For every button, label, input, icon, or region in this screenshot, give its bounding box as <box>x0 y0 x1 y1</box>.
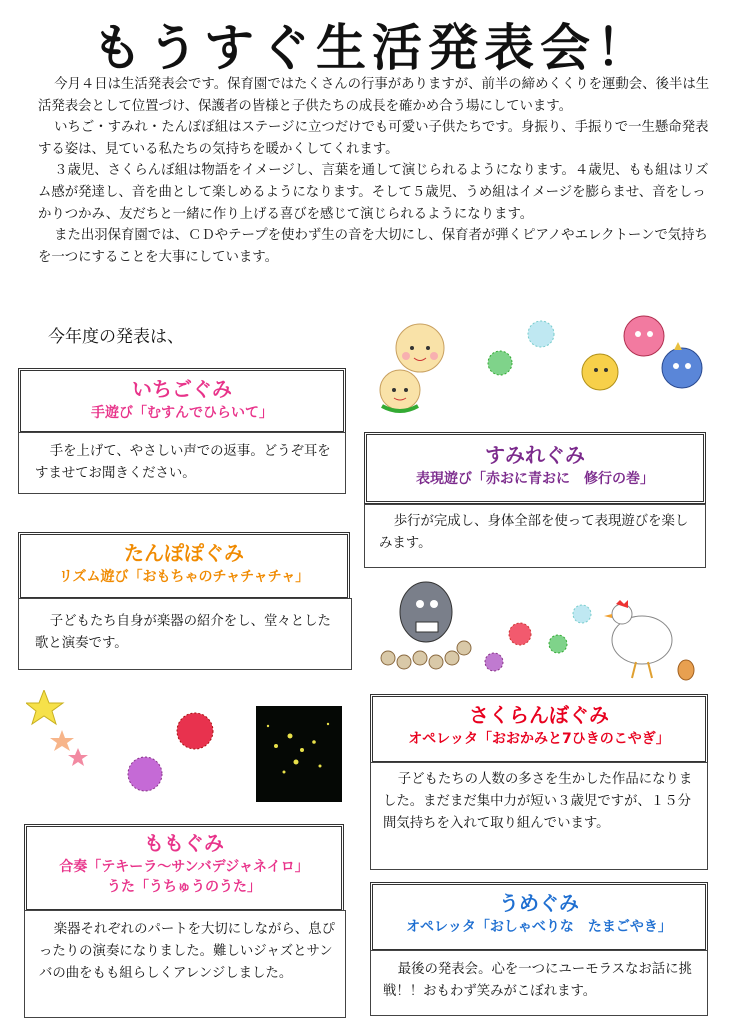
glitter-ball-icon <box>176 712 214 750</box>
momo-class-header <box>24 824 344 912</box>
hen-with-egg-illustration <box>602 600 702 682</box>
sakuranbo-class-header <box>370 694 708 764</box>
ichigo-class-header <box>18 368 346 434</box>
intro-text <box>38 74 718 268</box>
class-description: 手を上げて、やさしい声での返事。どうぞ耳をすませてお聞きください。 <box>35 444 331 481</box>
class-description: 歩行が完成し、身体全部を使って表現遊びを楽しみます。 <box>379 514 689 551</box>
intro-paragraph: ３歳児、さくらんぼ組は物語をイメージし、言葉を通して演じられるようになります。４歳児、もも組はリズム感が発達し、音を曲として楽しめるようになります。そして５歳児、うめ組はイメージを膨らませ、音をしっかりつかみ、友だちと一緒に作り上げる喜びを感じて演じられるようになります。 <box>38 163 709 222</box>
program-title: 表現遊び「赤おに青おに 修行の巻」 <box>416 471 654 487</box>
class-name: いちごぐみ <box>132 377 232 401</box>
glitter-ball-icon <box>484 652 504 672</box>
momo-class-description-box <box>24 910 346 1018</box>
class-name: たんぽぽぐみ <box>124 541 244 565</box>
lead-text: 今年度の発表は、 <box>48 327 184 347</box>
class-description: 子どもたち自身が楽器の紹介をし、堂々とした歌と演奏です。 <box>35 614 331 651</box>
glitter-ball-icon <box>487 350 513 376</box>
glitter-ball-icon <box>527 320 555 348</box>
glitter-ball-icon <box>572 604 592 624</box>
program-title: 手遊び「むすんでひらいて」 <box>91 405 273 421</box>
stars-illustration <box>26 690 96 770</box>
program-title: オペレッタ「おしゃべりな たまごやき」 <box>406 919 672 935</box>
ume-class-header <box>370 882 708 952</box>
class-name: ももぐみ <box>144 831 224 855</box>
glitter-ball-icon <box>508 622 532 646</box>
sakuranbo-class-description-box <box>370 762 708 870</box>
ichigo-class-description-box <box>18 432 346 494</box>
program-title: 合奏「テキーラ～サンバデジャネイロ」 <box>59 859 309 875</box>
ume-class-description-box <box>370 950 708 1016</box>
intro-paragraph: いちご・すみれ・たんぽぽ組はステージに立つだけでも可愛い子供たちです。身振り、手振りで一生懸命発表する姿は、見ている私たちの気持ちを暖かくしてくれます。 <box>38 120 709 157</box>
children-faces-illustration <box>378 318 458 418</box>
intro-paragraph: また出羽保育園では、ＣＤやテープを使わず生の音を大切にし、保育者が弾くピアノやエレクトーンで気持ちを一つにすることを大事にしています。 <box>38 228 708 265</box>
tanpopo-class-description-box <box>18 598 352 670</box>
sumire-class-description-box <box>364 504 706 568</box>
intro-paragraph: 今月４日は生活発表会です。保育園ではたくさんの行事がありますが、前半の締めくくりを運動会、後半は生活発表会として位置づけ、保護者の皆様と子供たちの成長を確かめ合う場にしています。 <box>38 77 710 114</box>
glitter-ball-icon <box>127 756 163 792</box>
oni-masks-illustration <box>576 314 706 394</box>
tanpopo-class-header <box>18 532 350 600</box>
class-description: 子どもたちの人数の多さを生かした作品になりました。まだまだ集中力が短い３歳児ですが、１５分間気持ちを入れて取り組んでいます。 <box>383 772 693 831</box>
program-title: うた「うちゅうのうた」 <box>107 879 261 895</box>
wolf-and-goats-illustration <box>376 574 476 674</box>
glitter-ball-icon <box>548 634 568 654</box>
class-name: さくらんぼぐみ <box>469 703 609 727</box>
page-title: もうすぐ生活発表会！ <box>92 19 652 77</box>
class-description: 最後の発表会。心を一つにユーモラスなお話に挑戦！！おもわず笑みがこぼれます。 <box>383 962 692 999</box>
night-sky-photo <box>256 706 342 802</box>
program-title: オペレッタ「おおかみと7ひきのこやぎ」 <box>408 731 670 747</box>
sumire-class-header <box>364 432 706 504</box>
class-name: すみれぐみ <box>485 443 585 467</box>
program-title: リズム遊び「おもちゃのチャチャチャ」 <box>58 569 310 585</box>
class-description: 楽器それぞれのパートを大切にしながら、息ぴったりの演奏になりました。難しいジャズとサンバの曲をもも組らしくアレンジしました。 <box>39 922 335 981</box>
class-name: うめぐみ <box>499 891 579 915</box>
